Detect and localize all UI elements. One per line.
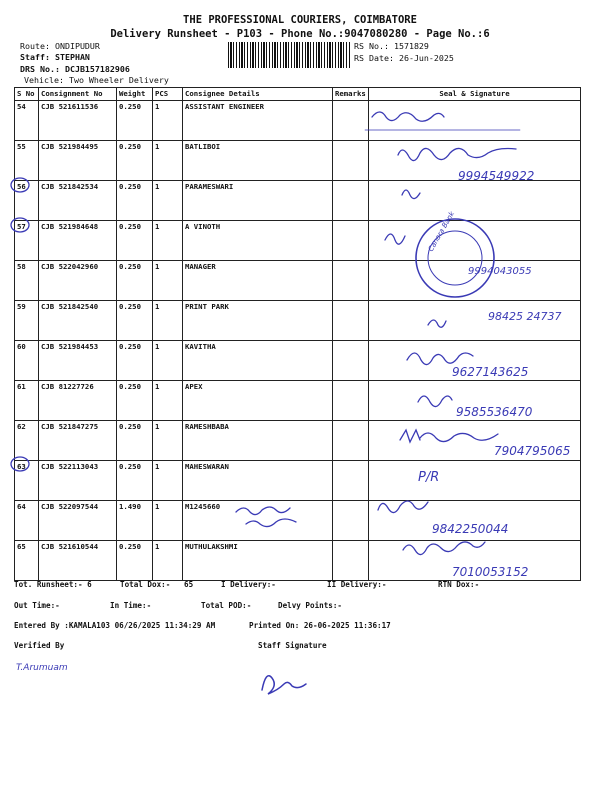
row-consignment-no: CJB 521842540 (39, 301, 117, 341)
row-consignment-no: CJB 81227726 (39, 381, 117, 421)
row-pcs: 1 (153, 461, 183, 501)
row-weight: 0.250 (117, 261, 153, 301)
row-consignment-no: CJB 521842534 (39, 181, 117, 221)
row-sno: 57 (15, 221, 39, 261)
stamp-text: Canara Bank (426, 210, 457, 253)
tot-runsheet: Tot. Runsheet:- 6 (14, 580, 92, 589)
staff-label: Staff: STEPHAN (20, 52, 90, 62)
row-consignment-no: CJB 521610544 (39, 541, 117, 581)
row-consignment-no: CJB 522097544 (39, 501, 117, 541)
handwritten-phone-62: 7904795065 (494, 444, 571, 458)
row-remarks (333, 181, 369, 221)
route-label: Route: ONDIPUDUR (20, 41, 100, 51)
row-consignee: ASSISTANT ENGINEER (183, 101, 333, 141)
row-seal-signature (369, 341, 581, 381)
row-pcs: 1 (153, 261, 183, 301)
row-seal-signature (369, 261, 581, 301)
row-weight: 0.250 (117, 421, 153, 461)
row-consignment-no: CJB 521984495 (39, 141, 117, 181)
row-consignee: PARAMESWARI (183, 181, 333, 221)
table-row (15, 141, 581, 181)
total-dox: Total Dox:- 65 (120, 580, 194, 589)
row-sno: 62 (15, 421, 39, 461)
row-consignment-no: CJB 522042960 (39, 261, 117, 301)
row-sno: 54 (15, 101, 39, 141)
handwritten-phone-64: 9842250044 (432, 522, 509, 536)
row-sno: 55 (15, 141, 39, 181)
row-weight: 0.250 (117, 141, 153, 181)
row-pcs: 1 (153, 381, 183, 421)
row-pcs: 1 (153, 101, 183, 141)
row-remarks (333, 541, 369, 581)
col-header-weight: Weight (117, 88, 153, 101)
row-weight: 0.250 (117, 541, 153, 581)
barcode (228, 42, 351, 68)
rs-number: RS No.: 1571829 (354, 41, 429, 51)
rs-date: RS Date: 26-Jun-2025 (354, 53, 454, 63)
col-header-consignment: Consignment No (39, 88, 117, 101)
col-header-seal: Seal & Signature (369, 88, 581, 101)
handwritten-phone-61: 9585536470 (456, 405, 533, 419)
row-consignee: APEX (183, 381, 333, 421)
in-time: In Time:- (110, 601, 152, 610)
row-consignee: BATLIBOI (183, 141, 333, 181)
staff-signature-label: Staff Signature (258, 641, 327, 650)
row-sno: 61 (15, 381, 39, 421)
row-seal-signature (369, 501, 581, 541)
drs-number: DRS No.: DCJB157182906 (20, 64, 130, 74)
table-row (15, 541, 581, 581)
table-row (15, 501, 581, 541)
row-seal-signature (369, 301, 581, 341)
row-pcs: 1 (153, 541, 183, 581)
row-weight: 0.250 (117, 381, 153, 421)
row-seal-signature (369, 141, 581, 181)
row-seal-signature (369, 421, 581, 461)
row-sno: 58 (15, 261, 39, 301)
table-row (15, 421, 581, 461)
col-header-remarks: Remarks (333, 88, 369, 101)
row-weight: 0.250 (117, 181, 153, 221)
row-seal-signature (369, 541, 581, 581)
row-remarks (333, 101, 369, 141)
row-weight: 0.250 (117, 461, 153, 501)
row-consignee: PRINT PARK (183, 301, 333, 341)
table-row (15, 101, 581, 141)
row-sno: 56 (15, 181, 39, 221)
row-pcs: 1 (153, 421, 183, 461)
handwritten-pr: P/R (418, 470, 440, 485)
col-header-consignee: Consignee Details (183, 88, 333, 101)
table-row (15, 221, 581, 261)
row-sno: 65 (15, 541, 39, 581)
row-seal-signature (369, 461, 581, 501)
row-seal-signature (369, 101, 581, 141)
verified-by: Verified By (14, 641, 65, 650)
vehicle-label: Vehicle: Two Wheeler Delivery (24, 75, 169, 85)
handwritten-stamp-phone: 9994043055 (468, 266, 532, 277)
table-row (15, 461, 581, 501)
row-remarks (333, 261, 369, 301)
row-weight: 0.250 (117, 341, 153, 381)
row-consignee: MANAGER (183, 261, 333, 301)
total-pod: Total POD:- (201, 601, 252, 610)
row-consignee: MAHESWARAN (183, 461, 333, 501)
printed-on: Printed On: 26-06-2025 11:36:17 (249, 621, 391, 630)
row-remarks (333, 421, 369, 461)
row-remarks (333, 461, 369, 501)
entered-by: Entered By :KAMALA103 06/26/2025 11:34:29 AM (14, 621, 216, 630)
row-pcs: 1 (153, 141, 183, 181)
row-weight: 0.250 (117, 221, 153, 261)
table-row (15, 381, 581, 421)
row-weight: 0.250 (117, 101, 153, 141)
row-consignment-no: CJB 521611536 (39, 101, 117, 141)
rtn-dox: RTN Dox:- (438, 580, 480, 589)
col-header-sno: S No (15, 88, 39, 101)
table-row (15, 261, 581, 301)
row-remarks (333, 141, 369, 181)
row-consignment-no: CJB 522113043 (39, 461, 117, 501)
staff-signature (262, 676, 306, 694)
row-consignee: MUTHULAKSHMI (183, 541, 333, 581)
row-seal-signature (369, 381, 581, 421)
table-row (15, 341, 581, 381)
runsheet-table (14, 87, 581, 581)
row-consignee: A VINOTH (183, 221, 333, 261)
row-sno: 60 (15, 341, 39, 381)
row-remarks (333, 221, 369, 261)
runsheet-subtitle: Delivery Runsheet - P103 - Phone No.:9047080280 - Page No.:6 (110, 28, 490, 40)
row-sno: 64 (15, 501, 39, 541)
row-pcs: 1 (153, 301, 183, 341)
handwritten-phone-60: 9627143625 (452, 365, 529, 379)
row-consignment-no: CJB 521847275 (39, 421, 117, 461)
delvy-points: Delvy Points:- (278, 601, 343, 610)
row-weight: 0.250 (117, 301, 153, 341)
row-consignee: RAMESHBABA (183, 421, 333, 461)
row-remarks (333, 381, 369, 421)
company-title: THE PROFESSIONAL COURIERS, COIMBATORE (183, 14, 417, 26)
i-delivery: I Delivery:- (221, 580, 276, 589)
handwritten-phone-55: 9994549922 (458, 169, 535, 183)
row-remarks (333, 501, 369, 541)
table-header-row (15, 88, 581, 101)
row-sno: 59 (15, 301, 39, 341)
row-consignment-no: CJB 521984648 (39, 221, 117, 261)
row-weight: 1.490 (117, 501, 153, 541)
row-consignee: M1245660 (183, 501, 333, 541)
table-row (15, 181, 581, 221)
table-row (15, 301, 581, 341)
row-consignee: KAVITHA (183, 341, 333, 381)
row-seal-signature (369, 181, 581, 221)
row-remarks (333, 301, 369, 341)
handwritten-phone-65: 7010053152 (452, 565, 529, 579)
row-pcs: 1 (153, 501, 183, 541)
row-pcs: 1 (153, 221, 183, 261)
out-time: Out Time:- (14, 601, 60, 610)
handwritten-phone-59: 98425 24737 (488, 310, 562, 323)
row-remarks (333, 341, 369, 381)
col-header-pcs: PCS (153, 88, 183, 101)
row-sno: 63 (15, 461, 39, 501)
row-consignment-no: CJB 521984453 (39, 341, 117, 381)
row-pcs: 1 (153, 341, 183, 381)
verified-signature: T.Arumuam (16, 663, 68, 673)
ii-delivery: II Delivery:- (327, 580, 387, 589)
row-pcs: 1 (153, 181, 183, 221)
row-seal-signature (369, 221, 581, 261)
